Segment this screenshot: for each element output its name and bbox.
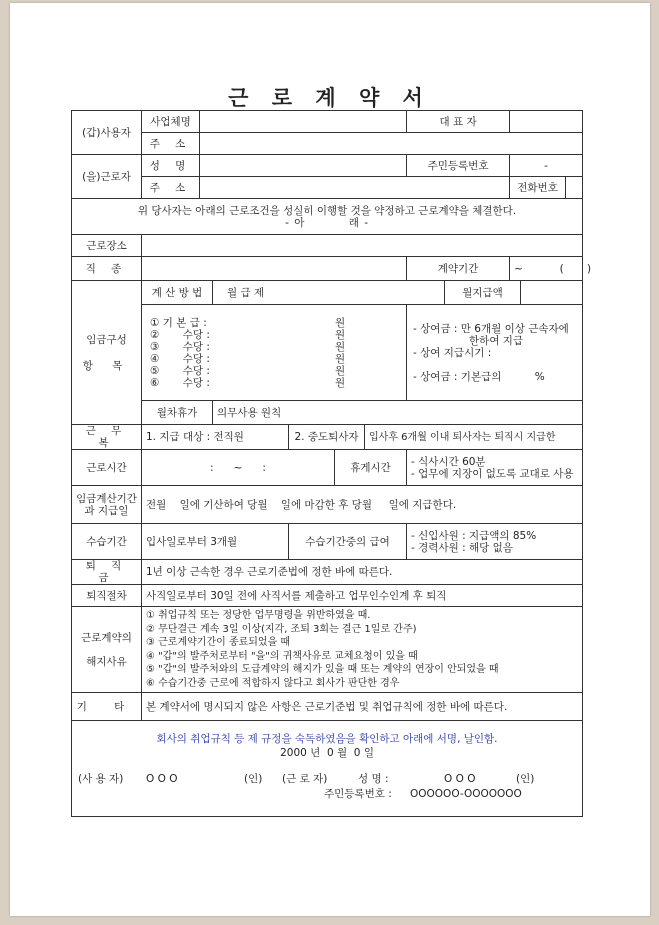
- break-time-value: [407, 450, 583, 486]
- probation-value: 입사일로부터 3개월: [142, 524, 289, 560]
- monthly-pay-label: 월지급액: [445, 281, 521, 305]
- termination-label-2: 해지사유: [86, 655, 127, 668]
- probation-pay-value: [407, 524, 583, 560]
- company-name-field[interactable]: [200, 111, 407, 133]
- employee-rrn-value: OOOOOO-OOOOOOO: [410, 788, 522, 800]
- work-hours-field[interactable]: : ~ :: [142, 450, 335, 486]
- employee-sign-name-label: 성 명 :: [358, 773, 389, 785]
- wage-composition-label: [72, 281, 142, 425]
- job-label: 직 종: [72, 257, 142, 281]
- employee-sign-label: (근 로 자): [282, 773, 328, 785]
- bonus-line: - 상여 지급시기 :: [413, 346, 492, 359]
- probation-pay-line: - 신입사원 : 지급액의 85%: [411, 529, 537, 542]
- termination-item: ① 취업규칙 또는 정당한 업무명령을 위반하였을 때.: [146, 610, 371, 621]
- wage-item: ③ 수당 : 원: [150, 340, 346, 353]
- confirmation-text: 회사의 취업규칙 등 제 규정을 숙독하였음을 확인하고 아래에 서명, 날인함.: [156, 733, 498, 745]
- uniform-item-2-label: 2. 중도퇴사자: [289, 425, 365, 450]
- termination-label-1: 근로계약의: [81, 631, 132, 644]
- employee-address-field[interactable]: [200, 177, 510, 199]
- calc-method-value: 월 급 제: [213, 281, 445, 305]
- employee-label: (을)근로자: [72, 155, 142, 199]
- company-name-label: 사업체명: [142, 111, 200, 133]
- termination-reasons: [142, 607, 583, 693]
- bonus-line: - 상여금 : 기본급의 %: [413, 370, 545, 383]
- break-line: - 식사시간 60분: [411, 455, 486, 468]
- wage-item: ⑤ 수당 : 원: [150, 364, 346, 377]
- termination-item: ⑤ "갑"의 발주처와의 도급계약의 해지가 있을 때 또는 계약의 연장이 안되었을 때: [146, 664, 499, 675]
- phone-field[interactable]: [566, 177, 583, 199]
- termination-label: [72, 607, 142, 693]
- wage-item: ④ 수당 : 원: [150, 352, 346, 365]
- wage-label-2: 항 목: [82, 359, 131, 372]
- contract-period-field[interactable]: ~ ( ): [510, 257, 583, 281]
- employer-label: (갑)사용자: [72, 111, 142, 155]
- agreement-text: 위 당사자는 아래의 근로조건을 성실히 이행할 것을 약정하고 근로계약을 체결한다.: [137, 204, 517, 217]
- monthly-pay-field[interactable]: [521, 281, 583, 305]
- uniform-label: 근 무 복: [72, 425, 142, 450]
- employee-name-label: 성 명: [142, 155, 200, 177]
- break-time-label: 휴게시간: [335, 450, 407, 486]
- wage-items: [142, 305, 407, 401]
- employer-seal[interactable]: (인): [244, 773, 263, 785]
- termination-item: ⑥ 수습기간중 근로에 적합하지 않다고 회사가 판단한 경우: [146, 677, 400, 689]
- contract-title: 근 로 계 약 서: [228, 86, 431, 110]
- wage-item: ⑥ 수당 : 원: [150, 376, 346, 389]
- resignation-label: 퇴직절차: [72, 585, 142, 607]
- rrn-label: 주민등록번호: [407, 155, 510, 177]
- severance-label: 퇴 직 금: [72, 560, 142, 585]
- work-hours-label: 근로시간: [72, 450, 142, 486]
- employer-address-field[interactable]: [200, 133, 583, 155]
- workplace-field[interactable]: [142, 235, 583, 257]
- contract-form: [71, 110, 592, 817]
- uniform-item-1: 1. 지급 대상 : 전직원: [142, 425, 289, 450]
- uniform-item-2-value: 입사후 6개월 이내 퇴사자는 퇴직시 지급한: [365, 425, 583, 450]
- employer-sign-name: O O O: [146, 773, 178, 785]
- signature-section: [72, 721, 583, 817]
- calc-method-label: 계 산 방 법: [142, 281, 213, 305]
- employee-seal[interactable]: (인): [516, 773, 535, 785]
- termination-item: ④ "갑"의 발주처로부터 "을"의 귀책사유로 교체요청이 있을 때: [146, 650, 418, 662]
- employee-address-label: 주 소: [142, 177, 200, 199]
- other-label: 기 타: [72, 693, 142, 721]
- monthly-leave-label: 월차휴가: [142, 401, 213, 425]
- representative-field[interactable]: [510, 111, 583, 133]
- wage-label-1: 임금구성: [86, 333, 127, 346]
- employee-name-field[interactable]: [200, 155, 407, 177]
- contract-period-label: 계약기간: [407, 257, 510, 281]
- workplace-label: 근로장소: [72, 235, 142, 257]
- wage-item: ① 기 본 급 : 원: [150, 316, 346, 329]
- resignation-value: 사직일로부터 30일 전에 사직서를 제출하고 업무인수인계 후 퇴직: [142, 585, 583, 607]
- break-line: - 업무에 지장이 없도록 교대로 사용: [411, 467, 574, 480]
- rrn-field[interactable]: -: [510, 155, 583, 177]
- contract-date: 2000 년 0 월 0 일: [280, 747, 374, 759]
- phone-label: 전화번호: [510, 177, 566, 199]
- agreement-statement: [72, 199, 583, 235]
- job-field[interactable]: [142, 257, 407, 281]
- monthly-leave-value: 의무사용 원칙: [213, 401, 583, 425]
- probation-pay-label: 수습기간중의 급여: [289, 524, 407, 560]
- probation-label: 수습기간: [72, 524, 142, 560]
- severance-value: 1년 이상 근속한 경우 근로기준법에 정한 바에 따른다.: [142, 560, 583, 585]
- agreement-sub: - 아 래 -: [285, 216, 369, 229]
- other-value: 본 계약서에 명시되지 않은 사항은 근로기준법 및 취업규칙에 정한 바에 따른다.: [142, 693, 583, 721]
- wage-item: ② 수당 : 원: [150, 328, 346, 341]
- employer-sign-label: (사 용 자): [78, 773, 124, 785]
- termination-item: ② 무단결근 계속 3일 이상(지각, 조퇴 3회는 결근 1일로 간주): [146, 623, 417, 635]
- pay-period-value: 전월 일에 기산하여 당월 일에 마감한 후 당월 일에 지급한다.: [142, 486, 583, 524]
- bonus-line: 한하여 지급: [469, 334, 524, 347]
- pay-period-label: 임금계산기간과 지급일: [72, 486, 142, 524]
- employee-rrn-label: 주민등록번호 :: [324, 788, 392, 800]
- bonus-line: - 상여금 : 만 6개월 이상 근속자에: [413, 322, 569, 335]
- employee-sign-name: O O O: [444, 773, 476, 785]
- probation-pay-line: - 경력사원 : 해당 없음: [411, 541, 513, 554]
- employer-address-label: 주 소: [142, 133, 200, 155]
- representative-label: 대 표 자: [407, 111, 510, 133]
- termination-item: ③ 근로계약기간이 종료되었을 때: [146, 637, 291, 648]
- bonus-details: [407, 305, 583, 401]
